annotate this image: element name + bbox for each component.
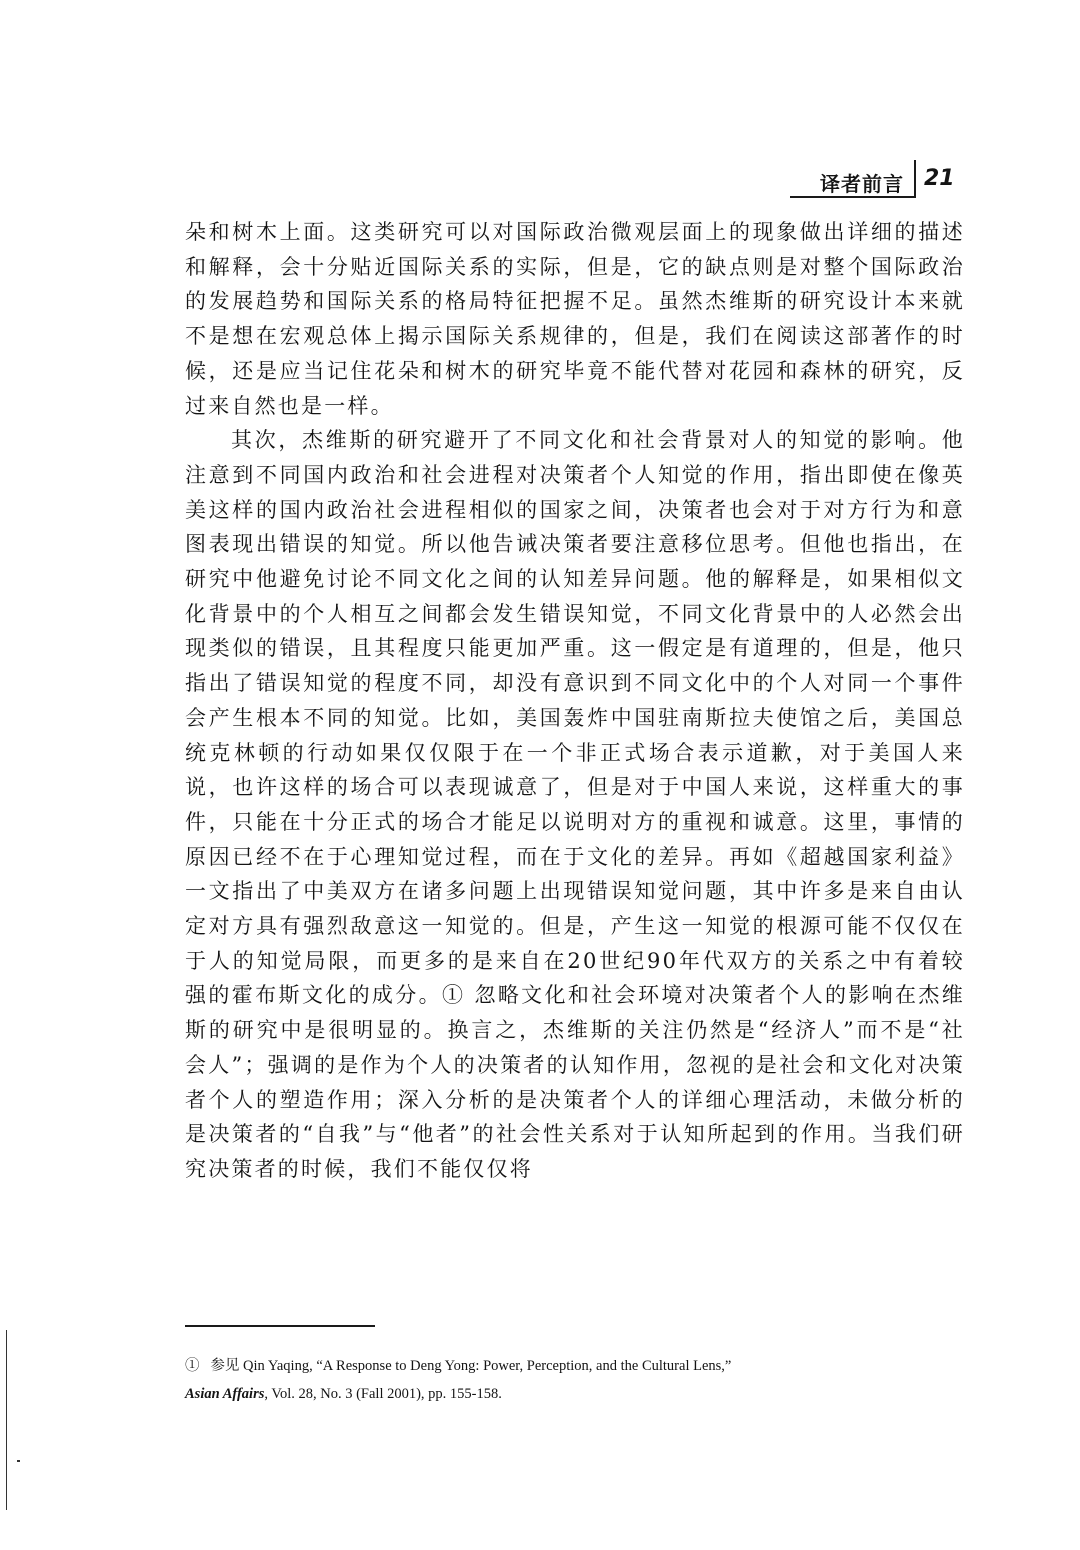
- header-underline: [790, 196, 916, 198]
- header-divider: [914, 160, 916, 198]
- body-text: [185, 215, 965, 1187]
- footnote-citation: , Vol. 28, No. 3 (Fall 2001), pp. 155-158.: [264, 1386, 502, 1402]
- section-title: 译者前言: [820, 172, 904, 196]
- paragraph-continued: 朵和树木上面。这类研究可以对国际政治微观层面上的现象做出详细的描述和解释，会十分贴近国际关系的实际，但是，它的缺点则是对整个国际政治的发展趋势和国际关系的格局特征把握不足。虽然杰维斯的研究设计本来就不是想在宏观总体上揭示国际关系规律的，但是，我们在阅读这部著作的时候，还是应当记住花朵和树木的研究毕竟不能代替对花园和森林的研究，反过来自然也是一样。: [185, 220, 965, 418]
- footnote-journal: Asian Affairs: [185, 1386, 265, 1402]
- scan-margin-line: [6, 1330, 7, 1510]
- footnote: [185, 1352, 975, 1408]
- paragraph: 其次，杰维斯的研究避开了不同文化和社会背景对人的知觉的影响。他注意到不同国内政治和社会进程对决策者个人知觉的作用，指出即使在像英美这样的国内政治社会进程相似的国家之间，决策者也会对于对方行为和意图表现出错误的知觉。所以他告诫决策者要注意移位思考。但他也指出，在研究中他避免讨论不同文化之间的认知差异问题。他的解释是，如果相似文化背景中的个人相互之间都会发生错误知觉，不同文化背景中的人必然会出现类似的错误，且其程度只能更加严重。这一假定是有道理的，但是，他只指出了错误知觉的程度不同，却没有意识到不同文化中的个人对同一个事件会产生根本不同的知觉。比如，美国轰炸中国驻南斯拉夫使馆之后，美国总统克林顿的行动如果仅仅限于在一个非正式场合表示道歉，对于美国人来说，也许这样的场合可以表现诚意了，但是对于中国人来说，这样重大的事件，只能在十分正式的场合才能足以说明对方的重视和诚意。这里，事情的原因已经不在于心理知觉过程，而在于文化的差异。再如《超越国家利益》一文指出了中美双方在诸多问题上出现错误知觉问题，其中许多是来自由认定对方具有强烈敌意这一知觉的。但是，产生这一知觉的根源可能不仅仅在于人的知觉局限，而更多的是来自在20世纪90年代双方的关系之中有着较强的霍布斯文化的成分。① 忽略文化和社会环境对决策者个人的影响在杰维斯的研究中是很明显的。换言之，杰维斯的关注仍然是“经济人”而不是“社会人”；强调的是作为个人的决策者的认知作用，忽视的是社会和文化对决策者个人的塑造作用；深入分析的是决策者个人的详细心理活动，未做分析的是决策者的“自我”与“他者”的社会性关系对于认知所起到的作用。当我们研究决策者的时候，我们不能仅仅将: [185, 428, 965, 1181]
- running-header: [780, 160, 962, 198]
- footnote-marker: ①: [185, 1358, 200, 1374]
- footnote-rule: [185, 1325, 375, 1327]
- scan-margin-mark: [17, 1460, 20, 1462]
- footnote-text: 参见 Qin Yaqing, “A Response to Deng Yong: Power, Perception, and the Cultural Lens,”: [210, 1358, 732, 1374]
- page-number: 21: [924, 166, 955, 191]
